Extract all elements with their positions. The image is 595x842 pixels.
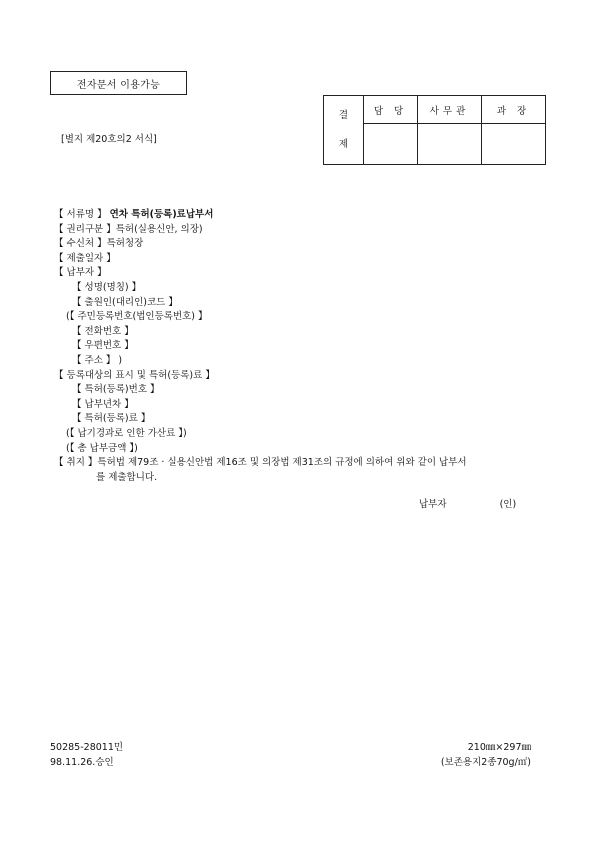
approval-sign-staff[interactable]	[364, 124, 418, 165]
resident-number-field[interactable]: (【 주민등록번호(법인등록번호) 】	[66, 311, 208, 323]
approval-label-top: 결	[338, 109, 349, 121]
postal-code-field[interactable]: 【 우편번호 】	[72, 340, 134, 352]
approval-date: 98.11.26.승인	[50, 757, 114, 768]
document-title-line	[54, 208, 554, 223]
payer-name-field[interactable]: 【 성명(명칭) 】	[72, 281, 142, 293]
electronic-document-label: 전자문서 이용가능	[76, 79, 161, 91]
approval-table	[323, 95, 546, 165]
payer-section-label: 【 납부자 】	[54, 267, 107, 279]
approval-header-staff: 담 당	[364, 96, 418, 124]
footer-right	[441, 740, 531, 770]
approval-sign-chief[interactable]	[482, 124, 546, 165]
payment-year-field[interactable]: 【 납부년차 】	[72, 398, 134, 410]
declaration-line-1: 【 취지 】특허법 제79조 · 실용신안법 제16조 및 의장법 제31조의 규정에 의하여 위와 같이 납부서	[54, 457, 467, 469]
signature-area	[419, 496, 516, 510]
form-number: [별지 제20호의2 서식]	[61, 134, 157, 145]
seal-mark[interactable]: (인)	[499, 499, 517, 510]
approval-sign-officer[interactable]	[418, 124, 482, 165]
applicant-code-field[interactable]: 【 출원인(대리인)코드 】	[72, 296, 178, 308]
approval-label-cell	[324, 96, 364, 165]
form-code: 50285-28011민	[50, 742, 124, 753]
document-title: 연차 특허(등록)료납부서	[109, 209, 214, 220]
address-field[interactable]: 【 주소 】 )	[72, 354, 123, 366]
fee-field[interactable]: 【 특허(등록)료 】	[72, 413, 151, 425]
right-type-field[interactable]: 【 권리구분 】특허(실용신안, 의장)	[54, 223, 203, 235]
surcharge-field[interactable]: (【 납기경과로 인한 가산료 】)	[66, 427, 187, 439]
phone-field[interactable]: 【 전화번호 】	[72, 325, 134, 337]
declaration-line-2: 를 제출합니다.	[96, 471, 158, 483]
recipient-field: 【 수신처 】특허청장	[54, 238, 144, 250]
approval-label-bottom: 제	[338, 139, 349, 150]
registration-subject-label: 【 등록대상의 표시 및 특허(등록)료 】	[54, 369, 215, 381]
approval-header-chief: 과 장	[482, 96, 546, 124]
footer-left	[50, 740, 123, 770]
payer-signature-label: 납부자	[419, 499, 447, 510]
document-title-label: 【 서류명 】	[54, 209, 107, 220]
approval-header-officer: 사무관	[418, 96, 482, 124]
form-body	[54, 208, 554, 485]
paper-size: 210㎜×297㎜	[467, 742, 531, 753]
total-amount-field[interactable]: (【 총 납부금액 】)	[66, 442, 138, 454]
paper-type: (보존용지2종70g/㎡)	[440, 757, 531, 768]
submission-date-field[interactable]: 【 제출일자 】	[54, 252, 116, 264]
patent-number-field[interactable]: 【 특허(등록)번호 】	[72, 384, 160, 396]
electronic-document-available-box	[50, 71, 187, 95]
